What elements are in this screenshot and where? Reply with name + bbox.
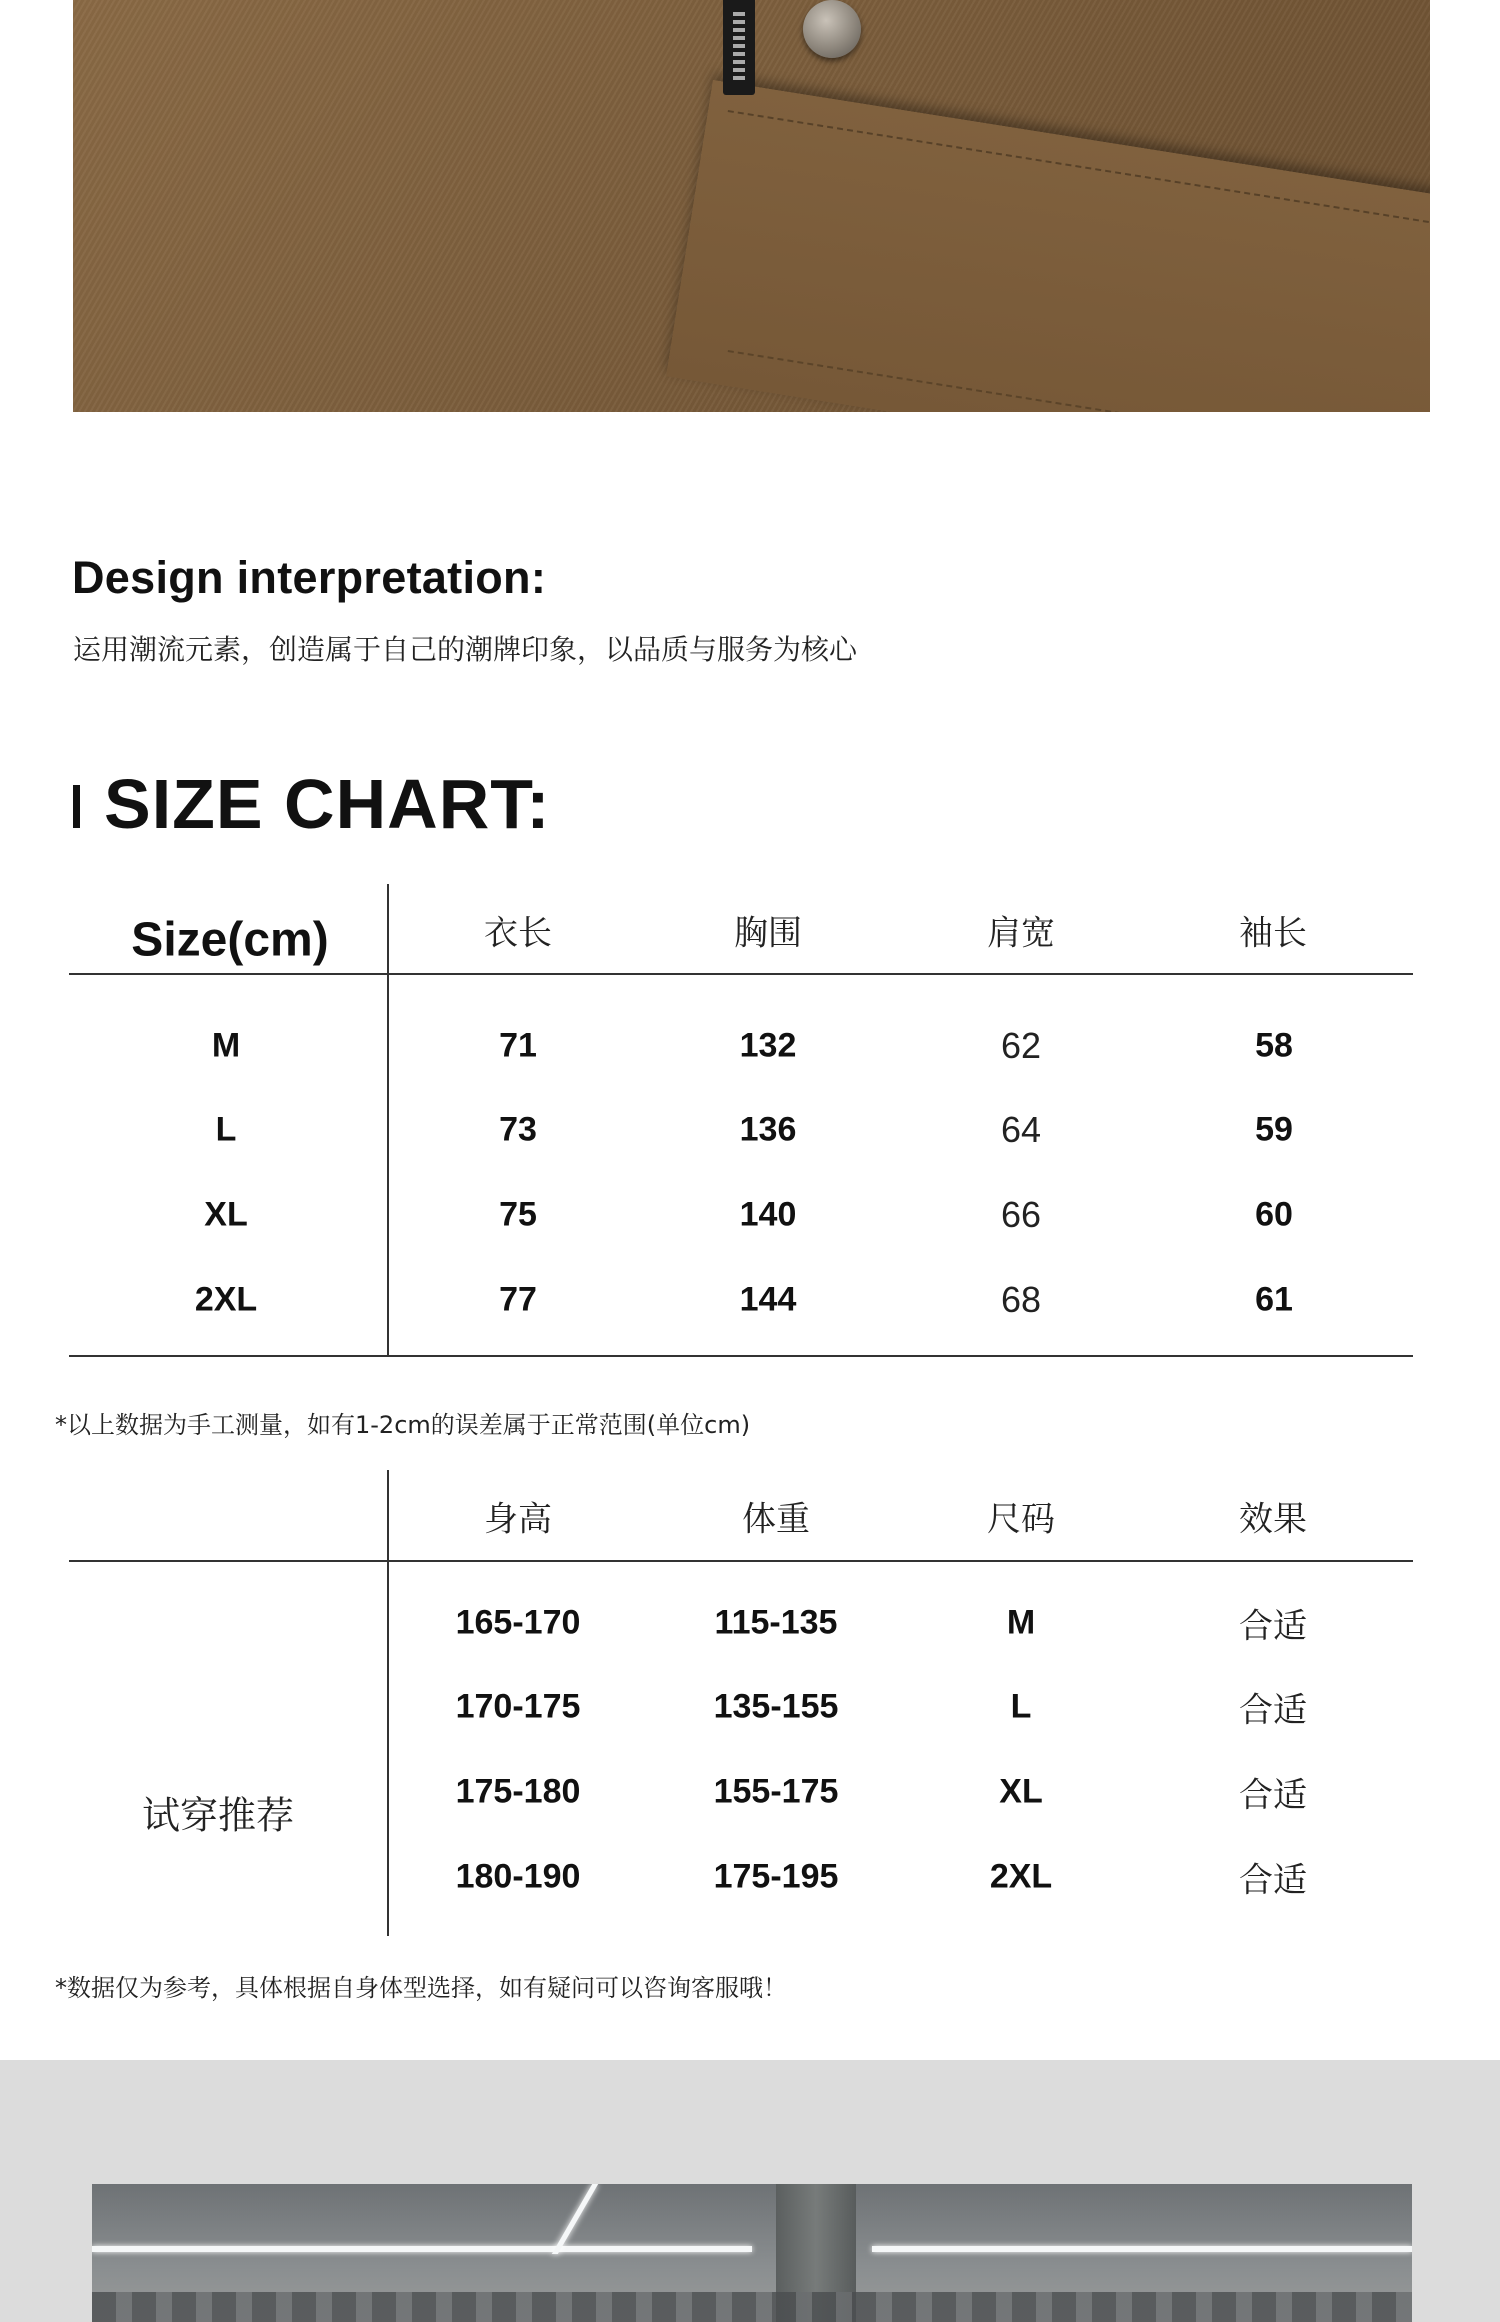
table-cell: 140 — [739, 1195, 797, 1234]
table-cell: 71 — [499, 1026, 537, 1065]
design-description: 运用潮流元素，创造属于自己的潮牌印象，以品质与服务为核心 — [73, 633, 858, 666]
design-title: Design interpretation: — [72, 552, 547, 603]
size-cell: XL — [999, 1772, 1043, 1811]
column-header: 肩宽 — [987, 913, 1055, 954]
table-cell: 59 — [1255, 1110, 1293, 1149]
column-header: 身高 — [484, 1499, 552, 1540]
height-cell: 175-180 — [455, 1772, 581, 1811]
warehouse-ceiling-photo — [92, 2184, 1412, 2322]
height-cell: 180-190 — [455, 1857, 581, 1896]
table-cell: 66 — [1000, 1194, 1042, 1235]
ceiling-light — [872, 2246, 1412, 2252]
size-cell: M — [211, 1026, 241, 1065]
table-cell: 136 — [739, 1110, 797, 1149]
measurement-note: *以上数据为手工测量，如有1-2cm的误差属于正常范围(单位cm) — [55, 1411, 751, 1439]
table-cell: 68 — [1000, 1279, 1042, 1320]
ceiling-beam — [92, 2292, 1412, 2322]
size-column-header: Size(cm) — [131, 913, 329, 967]
table-cell: 62 — [1000, 1025, 1042, 1066]
table-cell: 77 — [499, 1280, 537, 1319]
weight-cell: 135-155 — [713, 1687, 839, 1726]
brand-label-tag — [723, 0, 755, 95]
ceiling-light — [92, 2246, 752, 2252]
table-cell: 132 — [739, 1026, 797, 1065]
reference-note: *数据仅为参考，具体根据自身体型选择，如有疑问可以咨询客服哦！ — [55, 1974, 787, 2002]
table-cell: 60 — [1255, 1195, 1293, 1234]
heading-bar — [73, 785, 80, 828]
table-cell: 58 — [1255, 1026, 1293, 1065]
weight-cell: 115-135 — [714, 1603, 838, 1642]
effect-cell: 合适 — [1239, 1775, 1307, 1816]
ceiling-light — [552, 2184, 598, 2254]
table-header-rule — [69, 1560, 1413, 1562]
weight-cell: 175-195 — [713, 1857, 839, 1896]
table-header-rule — [69, 973, 1413, 975]
table-bottom-rule — [69, 1355, 1413, 1357]
table-divider-vertical — [387, 1470, 389, 1936]
column-header: 袖长 — [1239, 913, 1307, 954]
effect-cell: 合适 — [1239, 1860, 1307, 1901]
column-header: 衣长 — [484, 913, 552, 954]
table-cell: 64 — [1000, 1109, 1042, 1150]
weight-cell: 155-175 — [713, 1772, 839, 1811]
column-header: 效果 — [1239, 1499, 1307, 1540]
size-cell: L — [215, 1110, 237, 1149]
table-cell: 61 — [1255, 1280, 1293, 1319]
recommendation-label: 试穿推荐 — [141, 1793, 295, 1838]
table-cell: 75 — [499, 1195, 537, 1234]
height-cell: 170-175 — [455, 1687, 581, 1726]
snap-button — [803, 0, 861, 58]
column-header: 体重 — [742, 1499, 810, 1540]
table-cell: 73 — [499, 1110, 537, 1149]
table-divider-vertical — [387, 884, 389, 1356]
column-header: 尺码 — [987, 1499, 1055, 1540]
column-header: 胸围 — [734, 913, 802, 954]
table-cell: 144 — [739, 1280, 797, 1319]
size-cell: L — [1010, 1687, 1032, 1726]
jacket-pocket-photo — [73, 0, 1430, 412]
size-cell: 2XL — [194, 1280, 258, 1319]
size-chart-title: SIZE CHART: — [104, 765, 551, 843]
size-cell: 2XL — [989, 1857, 1053, 1896]
size-cell: M — [1006, 1603, 1036, 1642]
height-cell: 165-170 — [455, 1603, 581, 1642]
effect-cell: 合适 — [1239, 1690, 1307, 1731]
size-cell: XL — [204, 1195, 248, 1234]
effect-cell: 合适 — [1239, 1606, 1307, 1647]
